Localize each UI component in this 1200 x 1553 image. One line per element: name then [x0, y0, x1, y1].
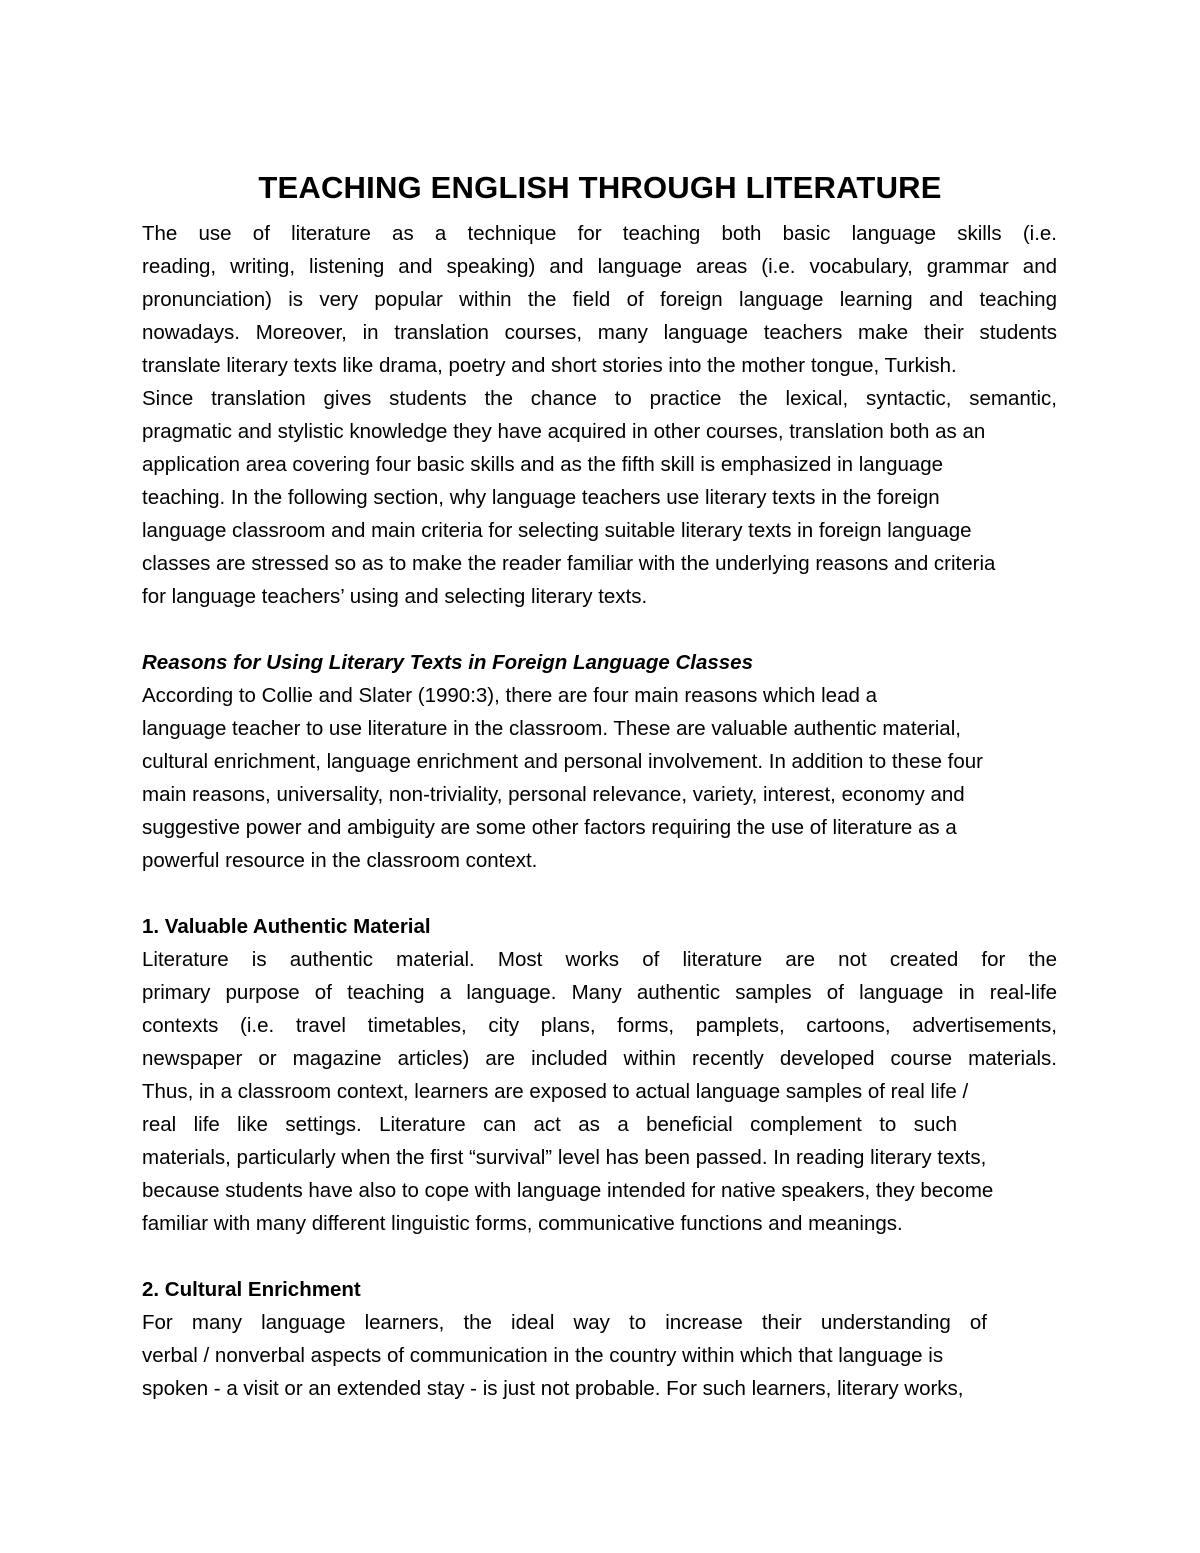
authentic-line-8: because students have also to cope with language intended for native speakers, they become [142, 1179, 994, 1202]
page-title: TEACHING ENGLISH THROUGH LITERATURE [258, 170, 942, 205]
reasons-line-1: According to Collie and Slater (1990:3), there are four main reasons which lead a [142, 684, 877, 707]
intro-line-7: pragmatic and stylistic knowledge they have acquired in other courses, translation both as an [142, 420, 986, 443]
intro-line-4: nowadays. Moreover, in translation courses, many language teachers make their students [142, 321, 1057, 344]
authentic-line-1: Literature is authentic material. Most works of literature are not created for the [142, 948, 1057, 971]
reasons-line-3: cultural enrichment, language enrichment and personal involvement. In addition to these four [142, 750, 984, 773]
reasons-line-6: powerful resource in the classroom context. [142, 849, 538, 872]
cultural-line-3: spoken - a visit or an extended stay - is just not probable. For such learners, literary works, [142, 1377, 964, 1400]
cultural-line-1: For many language learners, the ideal way to increase their understanding of [142, 1311, 987, 1334]
reasons-line-4: main reasons, universality, non-triviality, personal relevance, variety, interest, economy and [142, 783, 965, 806]
intro-line-1: The use of literature as a technique for teaching both basic language skills (i.e. [142, 222, 1057, 245]
authentic-line-9: familiar with many different linguistic forms, communicative functions and meanings. [142, 1212, 903, 1235]
authentic-line-7: materials, particularly when the first “survival” level has been passed. In reading literary texts, [142, 1146, 987, 1169]
intro-line-3: pronunciation) is very popular within the field of foreign language learning and teaching [142, 288, 1057, 311]
authentic-line-2: primary purpose of teaching a language. Many authentic samples of language in real-life [142, 981, 1057, 1004]
intro-line-5: translate literary texts like drama, poetry and short stories into the mother tongue, Turkish. [142, 354, 957, 377]
intro-line-6: Since translation gives students the chance to practice the lexical, syntactic, semantic, [142, 387, 1057, 410]
section-heading-authentic: 1. Valuable Authentic Material [142, 915, 431, 938]
intro-line-2: reading, writing, listening and speaking) and language areas (i.e. vocabulary, grammar and [142, 255, 1057, 278]
intro-line-8: application area covering four basic skills and as the fifth skill is emphasized in language [142, 453, 944, 476]
authentic-line-4: newspaper or magazine articles) are included within recently developed course materials. [142, 1047, 1057, 1070]
intro-line-10: language classroom and main criteria for selecting suitable literary texts in foreign language [142, 519, 972, 542]
intro-line-12: for language teachers’ using and selecting literary texts. [142, 585, 648, 608]
intro-line-11: classes are stressed so as to make the reader familiar with the underlying reasons and criteria [142, 552, 996, 575]
section-heading-cultural: 2. Cultural Enrichment [142, 1278, 361, 1301]
authentic-line-6: real life like settings. Literature can act as a beneficial complement to such [142, 1113, 957, 1136]
reasons-line-5: suggestive power and ambiguity are some other factors requiring the use of literature as a [142, 816, 957, 839]
reasons-line-2: language teacher to use literature in the classroom. These are valuable authentic material, [142, 717, 961, 740]
section-heading-reasons: Reasons for Using Literary Texts in Foreign Language Classes [142, 651, 753, 674]
authentic-line-3: contexts (i.e. travel timetables, city plans, forms, pamplets, cartoons, advertisements, [142, 1014, 1057, 1037]
intro-line-9: teaching. In the following section, why language teachers use literary texts in the foreign [142, 486, 940, 509]
cultural-line-2: verbal / nonverbal aspects of communication in the country within which that language is [142, 1344, 944, 1367]
authentic-line-5: Thus, in a classroom context, learners are exposed to actual language samples of real life / [142, 1080, 969, 1103]
